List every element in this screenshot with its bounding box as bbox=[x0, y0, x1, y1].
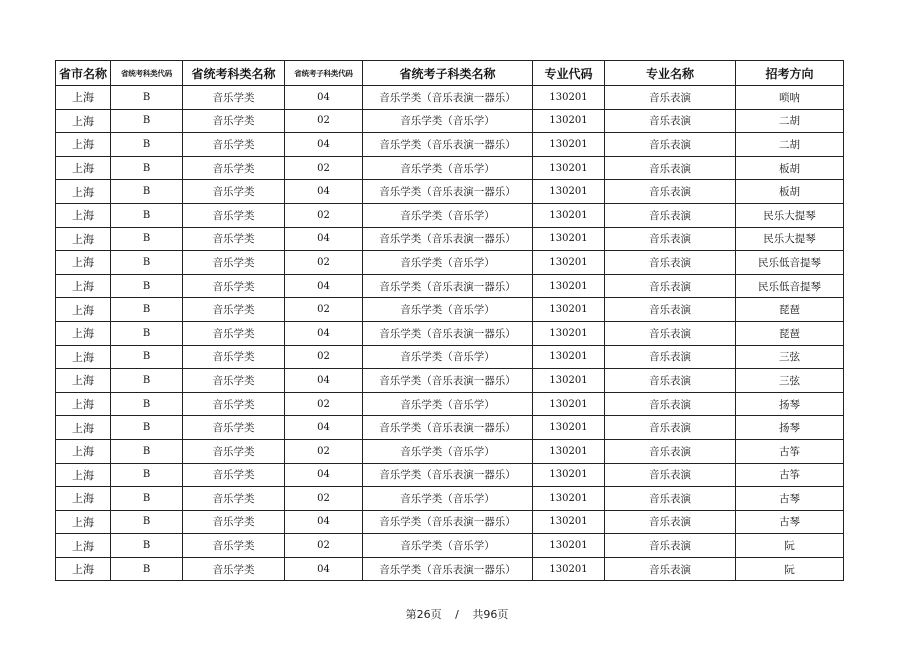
cell-category-code: B bbox=[111, 392, 183, 416]
cell-category-code: B bbox=[111, 369, 183, 393]
cell-direction: 二胡 bbox=[736, 109, 844, 133]
cell-subcategory-name: 音乐学类（音乐表演一器乐） bbox=[363, 180, 533, 204]
cell-category-code: B bbox=[111, 345, 183, 369]
cell-major-name: 音乐表演 bbox=[605, 557, 736, 581]
cell-major-name: 音乐表演 bbox=[605, 369, 736, 393]
cell-province: 上海 bbox=[56, 439, 111, 463]
cell-category-code: B bbox=[111, 274, 183, 298]
cell-major-name: 音乐表演 bbox=[605, 156, 736, 180]
cell-subcategory-name: 音乐学类（音乐学） bbox=[363, 392, 533, 416]
cell-category-name: 音乐学类 bbox=[183, 156, 285, 180]
cell-major-code: 130201 bbox=[533, 510, 605, 534]
cell-category-name: 音乐学类 bbox=[183, 463, 285, 487]
cell-major-name: 音乐表演 bbox=[605, 416, 736, 440]
cell-category-name: 音乐学类 bbox=[183, 227, 285, 251]
cell-category-code: B bbox=[111, 86, 183, 110]
cell-subcategory-name: 音乐学类（音乐学） bbox=[363, 439, 533, 463]
cell-major-name: 音乐表演 bbox=[605, 133, 736, 157]
cell-province: 上海 bbox=[56, 86, 111, 110]
cell-subcategory-code: 04 bbox=[285, 274, 363, 298]
cell-major-code: 130201 bbox=[533, 298, 605, 322]
cell-major-name: 音乐表演 bbox=[605, 86, 736, 110]
cell-major-name: 音乐表演 bbox=[605, 180, 736, 204]
cell-subcategory-code: 02 bbox=[285, 298, 363, 322]
cell-subcategory-code: 02 bbox=[285, 487, 363, 511]
cell-major-code: 130201 bbox=[533, 557, 605, 581]
cell-category-code: B bbox=[111, 463, 183, 487]
cell-category-name: 音乐学类 bbox=[183, 557, 285, 581]
cell-direction: 民乐大提琴 bbox=[736, 227, 844, 251]
cell-category-code: B bbox=[111, 251, 183, 275]
cell-category-code: B bbox=[111, 321, 183, 345]
cell-subcategory-code: 04 bbox=[285, 557, 363, 581]
header-direction: 招考方向 bbox=[736, 61, 844, 86]
cell-province: 上海 bbox=[56, 180, 111, 204]
table-row bbox=[56, 251, 844, 275]
table-header bbox=[56, 61, 844, 86]
cell-direction: 琵琶 bbox=[736, 298, 844, 322]
cell-province: 上海 bbox=[56, 463, 111, 487]
cell-major-code: 130201 bbox=[533, 439, 605, 463]
cell-subcategory-code: 02 bbox=[285, 439, 363, 463]
cell-major-name: 音乐表演 bbox=[605, 109, 736, 133]
cell-major-code: 130201 bbox=[533, 251, 605, 275]
cell-category-name: 音乐学类 bbox=[183, 392, 285, 416]
cell-subcategory-code: 04 bbox=[285, 180, 363, 204]
cell-subcategory-code: 02 bbox=[285, 392, 363, 416]
cell-direction: 板胡 bbox=[736, 180, 844, 204]
table-row bbox=[56, 227, 844, 251]
cell-category-name: 音乐学类 bbox=[183, 369, 285, 393]
cell-subcategory-code: 04 bbox=[285, 510, 363, 534]
cell-direction: 民乐低音提琴 bbox=[736, 274, 844, 298]
cell-category-name: 音乐学类 bbox=[183, 487, 285, 511]
cell-province: 上海 bbox=[56, 227, 111, 251]
cell-category-code: B bbox=[111, 557, 183, 581]
cell-category-name: 音乐学类 bbox=[183, 109, 285, 133]
cell-province: 上海 bbox=[56, 534, 111, 558]
cell-major-name: 音乐表演 bbox=[605, 321, 736, 345]
cell-category-name: 音乐学类 bbox=[183, 274, 285, 298]
cell-subcategory-name: 音乐学类（音乐学） bbox=[363, 156, 533, 180]
page-total: 共96页 bbox=[472, 608, 509, 621]
cell-province: 上海 bbox=[56, 487, 111, 511]
table-row bbox=[56, 416, 844, 440]
cell-category-name: 音乐学类 bbox=[183, 133, 285, 157]
cell-major-name: 音乐表演 bbox=[605, 439, 736, 463]
header-major-name: 专业名称 bbox=[605, 61, 736, 86]
table-row bbox=[56, 180, 844, 204]
cell-category-name: 音乐学类 bbox=[183, 321, 285, 345]
cell-province: 上海 bbox=[56, 156, 111, 180]
cell-major-code: 130201 bbox=[533, 133, 605, 157]
cell-subcategory-name: 音乐学类（音乐学） bbox=[363, 487, 533, 511]
cell-subcategory-name: 音乐学类（音乐学） bbox=[363, 345, 533, 369]
table-row bbox=[56, 534, 844, 558]
table-row bbox=[56, 86, 844, 110]
table-row bbox=[56, 156, 844, 180]
table-row bbox=[56, 463, 844, 487]
cell-subcategory-name: 音乐学类（音乐表演一器乐） bbox=[363, 321, 533, 345]
cell-direction: 板胡 bbox=[736, 156, 844, 180]
table-row bbox=[56, 510, 844, 534]
cell-subcategory-code: 04 bbox=[285, 86, 363, 110]
cell-province: 上海 bbox=[56, 109, 111, 133]
cell-category-code: B bbox=[111, 487, 183, 511]
header-row bbox=[56, 61, 844, 86]
cell-major-code: 130201 bbox=[533, 416, 605, 440]
cell-major-name: 音乐表演 bbox=[605, 392, 736, 416]
cell-major-code: 130201 bbox=[533, 534, 605, 558]
cell-province: 上海 bbox=[56, 416, 111, 440]
cell-direction: 民乐大提琴 bbox=[736, 203, 844, 227]
cell-subcategory-name: 音乐学类（音乐表演一器乐） bbox=[363, 416, 533, 440]
cell-province: 上海 bbox=[56, 392, 111, 416]
cell-subcategory-name: 音乐学类（音乐表演一器乐） bbox=[363, 133, 533, 157]
table-row bbox=[56, 203, 844, 227]
table-row bbox=[56, 109, 844, 133]
cell-subcategory-name: 音乐学类（音乐表演一器乐） bbox=[363, 557, 533, 581]
page-separator: / bbox=[455, 608, 459, 621]
cell-category-name: 音乐学类 bbox=[183, 510, 285, 534]
cell-subcategory-name: 音乐学类（音乐表演一器乐） bbox=[363, 86, 533, 110]
cell-major-code: 130201 bbox=[533, 345, 605, 369]
cell-direction: 唢呐 bbox=[736, 86, 844, 110]
cell-category-name: 音乐学类 bbox=[183, 203, 285, 227]
cell-subcategory-name: 音乐学类（音乐表演一器乐） bbox=[363, 510, 533, 534]
cell-major-name: 音乐表演 bbox=[605, 487, 736, 511]
page-current: 第26页 bbox=[405, 608, 442, 621]
table-row bbox=[56, 345, 844, 369]
cell-subcategory-name: 音乐学类（音乐学） bbox=[363, 251, 533, 275]
cell-category-name: 音乐学类 bbox=[183, 298, 285, 322]
cell-category-name: 音乐学类 bbox=[183, 534, 285, 558]
cell-subcategory-code: 02 bbox=[285, 156, 363, 180]
cell-province: 上海 bbox=[56, 510, 111, 534]
table-body bbox=[56, 86, 844, 581]
cell-direction: 扬琴 bbox=[736, 392, 844, 416]
cell-major-code: 130201 bbox=[533, 203, 605, 227]
table-row bbox=[56, 487, 844, 511]
cell-province: 上海 bbox=[56, 251, 111, 275]
admissions-table bbox=[55, 60, 844, 581]
cell-major-name: 音乐表演 bbox=[605, 203, 736, 227]
cell-province: 上海 bbox=[56, 321, 111, 345]
cell-province: 上海 bbox=[56, 369, 111, 393]
cell-major-code: 130201 bbox=[533, 369, 605, 393]
table-row bbox=[56, 298, 844, 322]
cell-category-code: B bbox=[111, 298, 183, 322]
cell-major-code: 130201 bbox=[533, 487, 605, 511]
cell-subcategory-name: 音乐学类（音乐表演一器乐） bbox=[363, 369, 533, 393]
cell-category-name: 音乐学类 bbox=[183, 345, 285, 369]
cell-major-name: 音乐表演 bbox=[605, 274, 736, 298]
cell-major-code: 130201 bbox=[533, 180, 605, 204]
cell-subcategory-code: 02 bbox=[285, 345, 363, 369]
cell-direction: 古琴 bbox=[736, 487, 844, 511]
cell-category-code: B bbox=[111, 534, 183, 558]
header-province: 省市名称 bbox=[56, 61, 111, 86]
cell-direction: 扬琴 bbox=[736, 416, 844, 440]
header-subcategory-name: 省统考子科类名称 bbox=[363, 61, 533, 86]
page-footer bbox=[0, 606, 914, 622]
cell-major-code: 130201 bbox=[533, 109, 605, 133]
cell-category-code: B bbox=[111, 439, 183, 463]
cell-subcategory-code: 04 bbox=[285, 133, 363, 157]
header-category-name: 省统考科类名称 bbox=[183, 61, 285, 86]
cell-category-name: 音乐学类 bbox=[183, 86, 285, 110]
cell-subcategory-code: 04 bbox=[285, 463, 363, 487]
cell-direction: 琵琶 bbox=[736, 321, 844, 345]
cell-category-code: B bbox=[111, 416, 183, 440]
cell-major-code: 130201 bbox=[533, 463, 605, 487]
cell-subcategory-code: 02 bbox=[285, 203, 363, 227]
cell-category-code: B bbox=[111, 133, 183, 157]
cell-major-name: 音乐表演 bbox=[605, 298, 736, 322]
cell-direction: 阮 bbox=[736, 557, 844, 581]
header-major-code: 专业代码 bbox=[533, 61, 605, 86]
cell-category-code: B bbox=[111, 109, 183, 133]
cell-major-code: 130201 bbox=[533, 86, 605, 110]
cell-category-code: B bbox=[111, 203, 183, 227]
cell-subcategory-code: 02 bbox=[285, 534, 363, 558]
table-row bbox=[56, 392, 844, 416]
table-row bbox=[56, 321, 844, 345]
cell-major-code: 130201 bbox=[533, 274, 605, 298]
cell-major-name: 音乐表演 bbox=[605, 534, 736, 558]
cell-category-code: B bbox=[111, 510, 183, 534]
table-row bbox=[56, 369, 844, 393]
cell-direction: 古琴 bbox=[736, 510, 844, 534]
header-category-code: 省统考科类代码 bbox=[111, 61, 183, 86]
cell-subcategory-code: 04 bbox=[285, 227, 363, 251]
cell-subcategory-code: 02 bbox=[285, 251, 363, 275]
cell-major-code: 130201 bbox=[533, 392, 605, 416]
cell-direction: 古筝 bbox=[736, 439, 844, 463]
cell-major-name: 音乐表演 bbox=[605, 227, 736, 251]
cell-major-name: 音乐表演 bbox=[605, 510, 736, 534]
cell-category-code: B bbox=[111, 156, 183, 180]
cell-province: 上海 bbox=[56, 133, 111, 157]
cell-direction: 三弦 bbox=[736, 345, 844, 369]
table-row bbox=[56, 557, 844, 581]
cell-direction: 民乐低音提琴 bbox=[736, 251, 844, 275]
cell-direction: 古筝 bbox=[736, 463, 844, 487]
table-row bbox=[56, 274, 844, 298]
cell-major-name: 音乐表演 bbox=[605, 463, 736, 487]
cell-major-name: 音乐表演 bbox=[605, 251, 736, 275]
cell-category-name: 音乐学类 bbox=[183, 416, 285, 440]
cell-major-code: 130201 bbox=[533, 321, 605, 345]
cell-category-name: 音乐学类 bbox=[183, 180, 285, 204]
cell-major-code: 130201 bbox=[533, 156, 605, 180]
cell-direction: 二胡 bbox=[736, 133, 844, 157]
cell-major-code: 130201 bbox=[533, 227, 605, 251]
cell-category-name: 音乐学类 bbox=[183, 251, 285, 275]
cell-direction: 三弦 bbox=[736, 369, 844, 393]
cell-province: 上海 bbox=[56, 203, 111, 227]
table-row bbox=[56, 439, 844, 463]
cell-province: 上海 bbox=[56, 557, 111, 581]
header-subcategory-code: 省统考子科类代码 bbox=[285, 61, 363, 86]
cell-subcategory-code: 04 bbox=[285, 416, 363, 440]
cell-subcategory-name: 音乐学类（音乐学） bbox=[363, 109, 533, 133]
cell-province: 上海 bbox=[56, 345, 111, 369]
cell-category-name: 音乐学类 bbox=[183, 439, 285, 463]
cell-province: 上海 bbox=[56, 298, 111, 322]
cell-province: 上海 bbox=[56, 274, 111, 298]
cell-subcategory-code: 02 bbox=[285, 109, 363, 133]
cell-category-code: B bbox=[111, 227, 183, 251]
document-sheet bbox=[55, 60, 843, 581]
table-row bbox=[56, 133, 844, 157]
cell-major-name: 音乐表演 bbox=[605, 345, 736, 369]
cell-subcategory-name: 音乐学类（音乐学） bbox=[363, 298, 533, 322]
cell-subcategory-name: 音乐学类（音乐表演一器乐） bbox=[363, 227, 533, 251]
cell-subcategory-code: 04 bbox=[285, 321, 363, 345]
cell-subcategory-name: 音乐学类（音乐表演一器乐） bbox=[363, 463, 533, 487]
cell-category-code: B bbox=[111, 180, 183, 204]
cell-subcategory-name: 音乐学类（音乐表演一器乐） bbox=[363, 274, 533, 298]
cell-subcategory-code: 04 bbox=[285, 369, 363, 393]
cell-subcategory-name: 音乐学类（音乐学） bbox=[363, 534, 533, 558]
cell-direction: 阮 bbox=[736, 534, 844, 558]
cell-subcategory-name: 音乐学类（音乐学） bbox=[363, 203, 533, 227]
